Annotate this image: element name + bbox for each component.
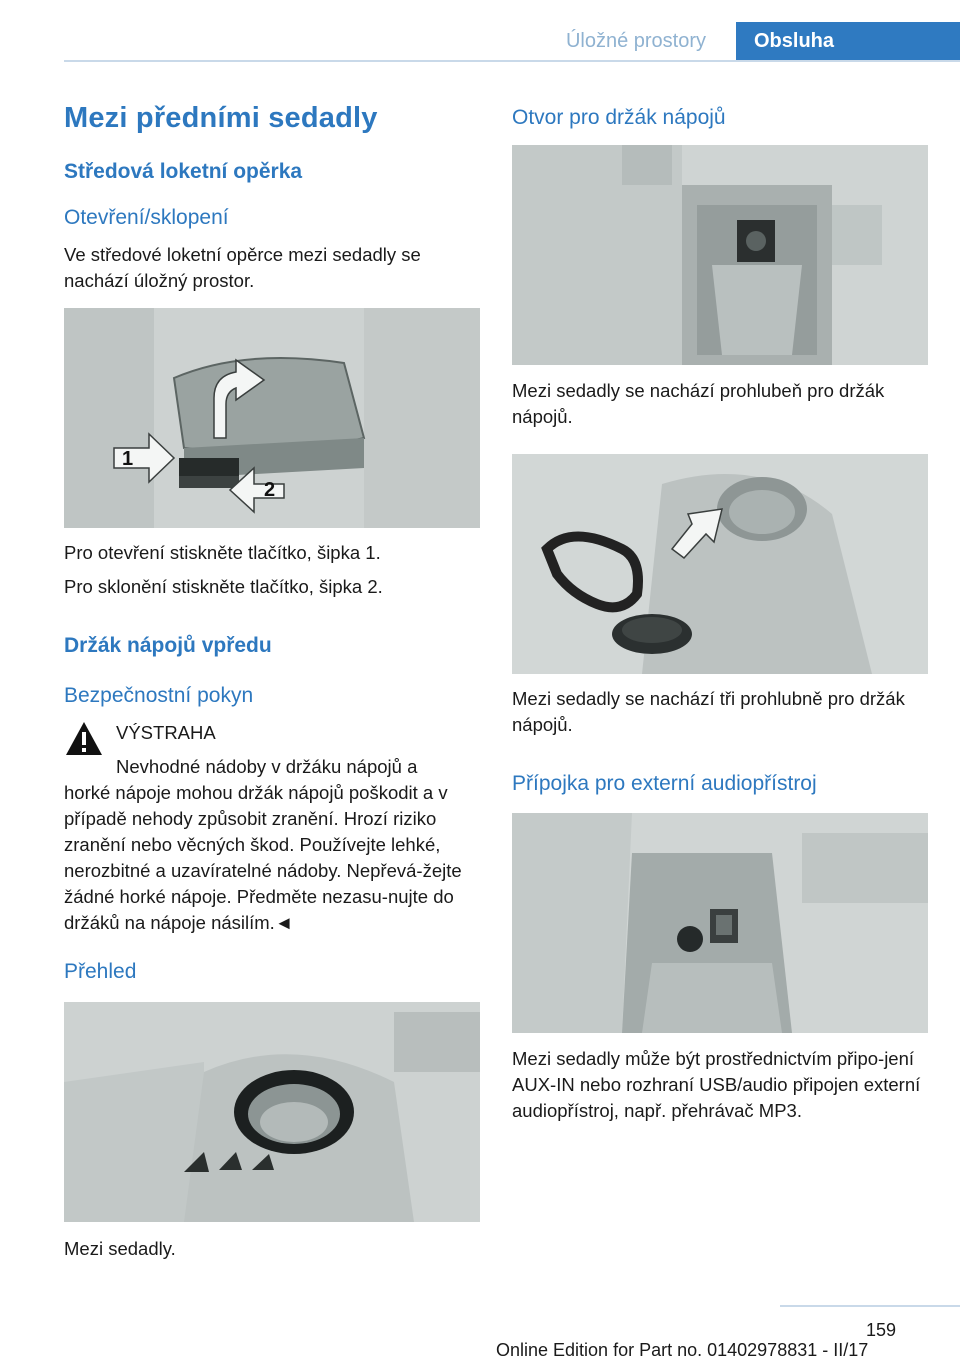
para-audio: Mezi sedadly může být prostřednictvím připo-jení AUX-IN nebo rozhraní USB/audio připojen externí audiopřístroj, např. přehrávač MP3. bbox=[512, 1048, 921, 1121]
para-arrow2: Pro sklonění stiskněte tlačítko, šipka 2. bbox=[64, 576, 383, 597]
header-rule bbox=[64, 60, 960, 62]
para-rear: Mezi sedadly se nachází prohlubeň pro držák nápojů. bbox=[512, 380, 885, 427]
warning-title: VÝSTRAHA bbox=[116, 722, 216, 743]
console-opening-illustration bbox=[512, 145, 928, 365]
warning-text: horké nápoje mohou držák nápojů poškodit a v případě nehody způsobit zranění. Hrozí riziko zranění nebo věcných škod. Používejte lehké, nerozbitné a uzavíratelné nádoby. Nepřevá-žejte žádné horké nápoje. Předměte nezasu-nujte do držáků na nápoje násilím.◄ bbox=[64, 782, 462, 933]
armrest-illustration bbox=[64, 308, 480, 528]
heading-cupholder: Držák nápojů vpředu bbox=[64, 634, 272, 657]
para-arrow1: Pro otevření stiskněte tlačítko, šipka 1. bbox=[64, 542, 381, 563]
para-open: Ve středové loketní opěrce mezi sedadly se nachází úložný prostor. bbox=[64, 244, 421, 291]
para-three: Mezi sedadly se nachází tři prohlubně pro držák nápojů. bbox=[512, 688, 905, 735]
aux-port-illustration bbox=[512, 813, 928, 1033]
front-cupholder-illustration bbox=[64, 1002, 480, 1222]
header-chapter: Obsluha bbox=[736, 22, 960, 60]
heading-audio: Přípojka pro externí audiopřístroj bbox=[512, 772, 817, 795]
page-title: Mezi předními sedadly bbox=[64, 102, 378, 134]
para-between: Mezi sedadly. bbox=[64, 1238, 176, 1259]
callout-2: 2 bbox=[264, 479, 276, 501]
heading-overview: Přehled bbox=[64, 960, 137, 983]
warning-line1: Nevhodné nádoby v držáku nápojů a bbox=[116, 756, 418, 777]
heading-safety: Bezpečnostní pokyn bbox=[64, 684, 254, 707]
heading-rear-cupholder: Otvor pro držák nápojů bbox=[512, 106, 726, 129]
heading-armrest: Středová loketní opěrka bbox=[64, 160, 303, 183]
edition-note: Online Edition for Part no. 01402978831 - II/17 bbox=[496, 1340, 869, 1360]
footer-rule bbox=[780, 1305, 960, 1307]
page-number: 159 bbox=[865, 1320, 896, 1340]
heading-open: Otevření/sklopení bbox=[64, 206, 229, 229]
fold-out-cupholder-illustration bbox=[512, 454, 928, 674]
header-section: Úložné prostory bbox=[565, 30, 706, 52]
warning-triangle-icon bbox=[64, 720, 104, 758]
callout-1: 1 bbox=[122, 448, 134, 470]
